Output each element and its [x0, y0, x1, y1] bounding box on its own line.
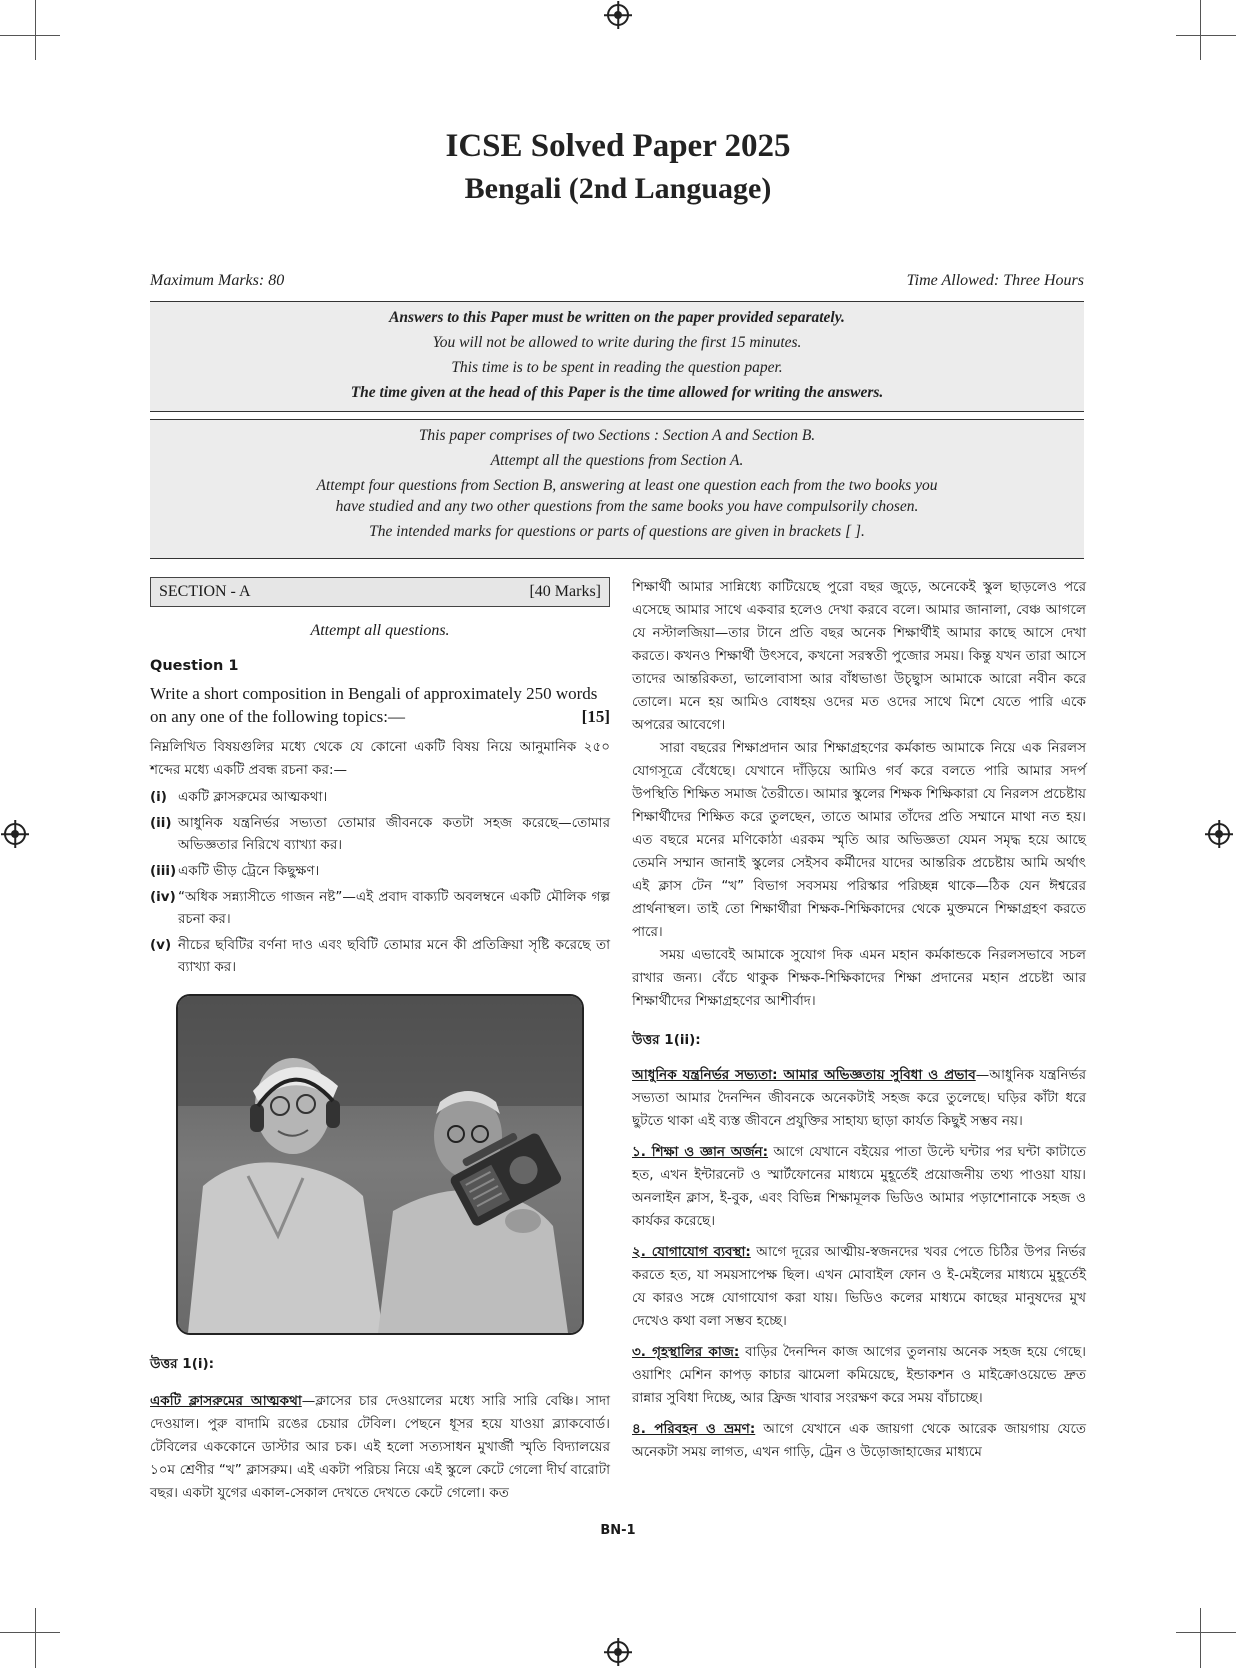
registration-mark-icon [4, 823, 26, 845]
instruction-line: The intended marks for questions or parts of questions are given in brackets [ ]. [369, 523, 865, 540]
paper-subtitle: Bengali (2nd Language) [464, 172, 772, 205]
crop-mark [1176, 1632, 1236, 1633]
crop-mark [0, 1632, 60, 1633]
point-title: ৪. পরিবহন ও ভ্রমণ: [632, 1421, 756, 1437]
answer-paragraph: শিক্ষার্থী আমার সান্নিধ্যে কাটিয়েছে পুরো বছর জুড়ে, অনেকেই স্কুল ছাড়লেও পরে এসেছে আমার সাথে একবার হলেও দেখা করবে বলে। আমার জানালা, বেঞ্চ আগলে যে নস্টালজিয়া—তার টানে প্রতি বছর অনেক শিক্ষার্থীই আমার কাছে আসে দেখা করতে। কখনও শিক্ষার্থী উৎসবে, কখনো সরস্বতী পুজোর সময়। কিন্তু যখন তারা আসে তাদের আন্তরিকতা, ভালোবাসা আর বাঁধভাঙা উচ্ছ্বাস আমাকে আরো নবীন করে তোলে। মনে হয় আমিও বোধহয় ওদের মত ওদের সাথে মিশে যেতে পারি একে অপরের আবেগে। [632, 579, 1086, 733]
question-heading: Question 1 [150, 658, 239, 674]
crop-mark [1200, 0, 1201, 60]
option-text: একটি ভীড় ট্রেনে কিছুক্ষণ। [178, 863, 320, 879]
instruction-line: This paper comprises of two Sections : Section A and Section B. [418, 427, 816, 444]
crop-mark [1200, 1608, 1201, 1668]
answer-paragraph [150, 1390, 610, 1505]
point-title: ১. শিক্ষা ও জ্ঞান অর্জন: [632, 1144, 769, 1160]
point-text: বাড়ির দৈনন্দিন কাজ আগের তুলনায় অনেক সহজ হয়ে গেছে। ওয়াশিং মেশিন কাপড় কাচার ঝামেলা কমিয়েছে, ইন্ডাকশন ও মাইক্রোওয়েভে দ্রুত রান্নার সুবিধা দিচ্ছে, আর ফ্রিজ খাবার সংরক্ষণ করে সময় বাঁচাচ্ছে। [632, 1344, 1086, 1406]
answer-heading: উত্তর 1(i): [150, 1356, 215, 1372]
option-text: একটি ক্লাসরুমের আত্মকথা। [178, 789, 328, 805]
option-number: (v) [150, 937, 172, 953]
point-text: আগে যেখানে এক জায়গা থেকে আরেক জায়গায় যেতে অনেকটা সময় লাগত, এখন গাড়ি, ট্রেন ও উড়োজাহাজের মাধ্যমে [632, 1421, 1086, 1460]
option-number: (ii) [150, 815, 172, 831]
option-text: আধুনিক যন্ত্রনির্ভর সভ্যতা তোমার জীবনকে কতটা সহজ করেছে—তোমার অভিজ্ঞতার নিরিখে ব্যাখ্যা কর। [178, 815, 610, 853]
option-text: নীচের ছবিটির বর্ণনা দাও এবং ছবিটি তোমার মনে কী প্রতিক্রিয়া সৃষ্টি করেছে তা ব্যাখ্যা কর। [178, 937, 610, 975]
question-bengali-intro: নিম্নলিখিত বিষয়গুলির মধ্যে থেকে যে কোনো একটি বিষয় নিয়ে আনুমানিক ২৫০ শব্দের মধ্যে একটি প্রবন্ধ রচনা কর:— [150, 739, 610, 778]
instruction-line: The time given at the head of this Paper is the time allowed for writing the answers. [350, 384, 884, 401]
answer-text: —ক্লাসের চার দেওয়ালের মধ্যে সারি সারি বেঞ্চি। সাদা দেওয়াল। পুরু বাদামি রঙের চেয়ার টেবিল। পেছনে ধূসর হয়ে যাওয়া ব্ল্যাকবোর্ড। টেবিলের এককোনে ডাস্টার আর চক। এই হলো সত্যসাধন মুখার্জী স্মৃতি বিদ্যালয়ের ১০ম শ্রেণীর “খ” ক্লাসরুম। এই একটা পরিচয় নিয়ে এই স্কুলে কেটে গেলো দীর্ঘ বারোটা বছর। একটা যুগের একাল-সেকাল দেখতে দেখতে কেটে গেলো। কত [150, 1393, 610, 1501]
left-column [150, 577, 610, 1505]
instructions-box [150, 301, 1084, 412]
time-allowed: Time Allowed: Three Hours [906, 272, 1084, 289]
right-column [632, 576, 1086, 1464]
option-text: “অধিক সন্ন্যাসীতে গাজন নষ্ট”—এই প্রবাদ বাক্যটি অবলম্বনে একটি মৌলিক গল্প রচনা কর। [178, 889, 610, 927]
page-number: BN-1 [600, 1523, 636, 1538]
answer-paragraph: সময় এভাবেই আমাকে সুযোগ দিক এমন মহান কর্মকান্ডকে নিরলসভাবে সচল রাখার জন্য। বেঁচে থাকুক শিক্ষক-শিক্ষিকাদের শিক্ষা প্রদানের মহান প্রচেষ্টা আর শিক্ষার্থীদের শিক্ষাগ্রহণের আশীর্বাদ। [632, 947, 1086, 1009]
registration-mark-icon [607, 4, 629, 26]
elderly-men-photo [176, 994, 584, 1335]
option-item [150, 886, 610, 930]
option-number: (i) [150, 789, 167, 805]
option-item [150, 934, 610, 978]
option-item [150, 786, 610, 808]
paper-title: ICSE Solved Paper 2025 [445, 128, 791, 164]
registration-mark-icon [607, 1641, 629, 1663]
answer-paragraph: সারা বছরের শিক্ষাপ্রদান আর শিক্ষাগ্রহণের কর্মকান্ড আমাকে নিয়ে এক নিরলস যোগসূত্রে বেঁধেছে। যেখানে দাঁড়িয়ে আমিও গর্ব করে বলতে পারি আমার সদর্প উপস্থিতি শিক্ষিত সমাজ তৈরীতে। আমার স্কুলের শিক্ষক শিক্ষিকারা যে নিরলস প্রচেষ্টায় শিক্ষার্থীদের শিক্ষিত করে তুলছেন, তাতে আমার তাঁদের প্রতি সম্মানে মাথা নত হয়। এত বছরে মনের মণিকোঠা এরকম স্মৃতি আর অভিজ্ঞতা যেমন সমৃদ্ধ হয়ে আছে তেমনি সম্মান জানাই স্কুলের সেইসব কর্মীদের যাদের আন্তরিক প্রচেষ্টায় আমি অর্থাৎ এই ক্লাস টেন “খ” বিভাগ সবসময় পরিস্কার পরিচ্ছন্ন থাকে—ঠিক যেন ঈশ্বরের প্রার্থনাস্থল। তাই তো শিক্ষার্থীরা শিক্ষক-শিক্ষিকাদের থেকে মুক্তমনে শিক্ষাগ্রহণ করতে পারে। [632, 740, 1086, 940]
point-title: ৩. গৃহস্থালির কাজ: [632, 1344, 740, 1360]
crop-mark [35, 0, 36, 60]
answer-point [632, 1341, 1086, 1410]
section-header [150, 577, 610, 607]
instruction-line: Answers to this Paper must be written on the paper provided separately. [389, 309, 845, 326]
answer-point [632, 1241, 1086, 1333]
crop-mark [35, 1608, 36, 1668]
crop-mark [0, 35, 60, 36]
point-title: ২. যোগাযোগ ব্যবস্থা: [632, 1244, 751, 1260]
sections-info-box [150, 419, 1084, 559]
section-name: SECTION - A [159, 583, 251, 600]
option-number: (iii) [150, 863, 177, 879]
instruction-line: Attempt all the questions from Section A. [490, 452, 744, 469]
point-text: আগে যেখানে বইয়ের পাতা উল্টে ঘন্টার পর ঘন্টা কাটাতে হত, এখন ইন্টারনেট ও স্মার্টফোনের মাধ্যমে মুহূর্তেই প্রয়োজনীয় তথ্য পাওয়া যায়। অনলাইন ক্লাস, ই-বুক, এবং বিভিন্ন শিক্ষামূলক ভিডিও আমার পড়াশোনাকে সহজ ও কার্যকর করেছে। [632, 1144, 1086, 1229]
question-prompt: Write a short composition in Bengali of approximately 250 words on any one of the following topics:— [150, 684, 598, 726]
maximum-marks: Maximum Marks: 80 [150, 272, 285, 289]
registration-mark-icon [1208, 823, 1230, 845]
answer-heading: উত্তর 1(ii): [632, 1032, 701, 1048]
instruction-line: You will not be allowed to write during the first 15 minutes. [432, 334, 802, 351]
answer-text: —আধুনিক যন্ত্রনির্ভর সভ্যতা আমার দৈনন্দিন জীবনকে অনেকটাই সহজ করে তুলেছে। ঘড়ির কাঁটা ধরে ছুটতে থাকা এই ব্যস্ত জীবনে প্রযুক্তির সাহায্য ছাড়া কার্যত কিছুই সম্ভব নয়। [632, 1067, 1087, 1129]
point-text: আগে দূরের আত্মীয়-স্বজনদের খবর পেতে চিঠির উপর নির্ভর করতে হত, যা সময়সাপেক্ষ ছিল। এখন মোবাইল ফোন ও ই-মেইলের মাধ্যমে মুহূর্তেই যে কারও সঙ্গে যোগাযোগ করা যায়। ভিডিও কলের মাধ্যমে কাছের মানুষদের মুখ দেখেও কথা বলা সম্ভব হচ্ছে। [632, 1244, 1086, 1329]
question-text [150, 682, 610, 728]
question-marks: [15] [581, 707, 610, 726]
answer-title: একটি ক্লাসরুমের আত্মকথা [150, 1393, 302, 1409]
attempt-note: Attempt all questions. [310, 622, 450, 639]
option-item [150, 812, 610, 856]
option-number: (iv) [150, 889, 176, 905]
crop-mark [1176, 35, 1236, 36]
instruction-line: Attempt four questions from Section B, answering at least one question each from the two books you have studied and any two other questions from the same books you have compulsorily chosen. [316, 477, 938, 515]
answer-point [632, 1141, 1086, 1233]
section-marks: [40 Marks] [529, 583, 601, 600]
answer-paragraph [632, 1064, 1086, 1133]
answer-title: আধুনিক যন্ত্রনির্ভর সভ্যতা: আমার অভিজ্ঞতায় সুবিধা ও প্রভাব [632, 1067, 976, 1083]
answer-point [632, 1418, 1086, 1464]
instruction-line: This time is to be spent in reading the question paper. [451, 359, 783, 376]
option-item [150, 860, 610, 882]
